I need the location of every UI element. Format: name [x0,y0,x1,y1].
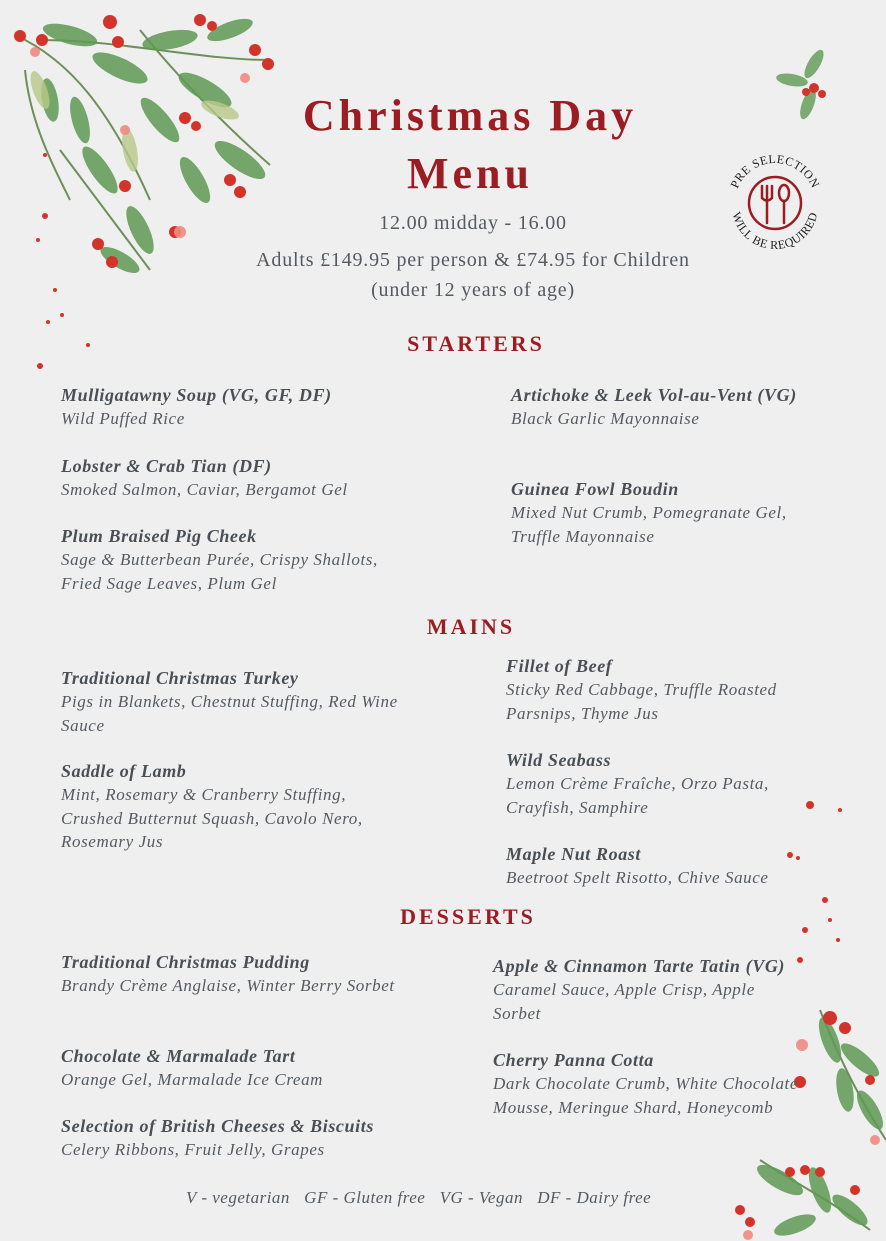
main-item-seabass [506,749,826,819]
dish-description: Sticky Red Cabbage, Truffle Roasted Parsnips, Thyme Jus [506,680,777,723]
dish-description: Smoked Salmon, Caviar, Bergamot Gel [61,480,348,499]
dish-name: Wild Seabass [506,750,612,770]
dessert-item-chocolate-tart [61,1045,441,1092]
stamp-top-text: PRE SELECTION [727,151,823,191]
service-time: 12.00 midday - 16.00 [379,212,567,234]
price-info: Adults £149.95 per person & £74.95 for Children [256,249,690,271]
dish-description: Sage & Butterbean Purée, Crispy Shallots, Fried Sage Leaves, Plum Gel [61,550,378,593]
dish-description: Mint, Rosemary & Cranberry Stuffing, Crushed Butternut Squash, Cavolo Nero, Rosemary Jus [61,785,363,851]
dish-description: Celery Ribbons, Fruit Jelly, Grapes [61,1140,325,1159]
dish-description: Black Garlic Mayonnaise [511,409,700,428]
dish-name: Traditional Christmas Turkey [61,668,299,688]
dish-name: Lobster & Crab Tian (DF) [61,456,272,476]
dish-description: Dark Chocolate Crumb, White Chocolate Mousse, Meringue Shard, Honeycomb [493,1074,799,1117]
menu-title-line2: Menu [407,149,533,198]
dish-name: Guinea Fowl Boudin [511,479,679,499]
dish-description: Beetroot Spelt Risotto, Chive Sauce [506,868,769,887]
dish-name: Mulligatawny Soup (VG, GF, DF) [61,385,332,405]
dessert-item-tarte-tatin [493,955,803,1025]
dish-description: Brandy Crème Anglaise, Winter Berry Sorbet [61,976,395,995]
dish-description: Pigs in Blankets, Chestnut Stuffing, Red Wine Sauce [61,692,398,735]
stamp-bottom-text: WILL BE REQUIRED [729,210,821,253]
dish-name: Saddle of Lamb [61,761,187,781]
dish-name: Traditional Christmas Pudding [61,952,310,972]
dish-name: Artichoke & Leek Vol-au-Vent (VG) [511,385,797,405]
dish-name: Plum Braised Pig Cheek [61,526,257,546]
dessert-item-cheeses [61,1115,461,1162]
pre-selection-stamp [720,148,830,258]
starters-heading: STARTERS [407,331,545,356]
desserts-heading: DESSERTS [400,904,536,929]
starter-item-vol-au-vent [511,384,811,431]
dessert-item-panna-cotta [493,1049,843,1119]
main-item-turkey [61,667,411,737]
main-item-lamb [61,760,401,854]
dish-name: Chocolate & Marmalade Tart [61,1046,296,1066]
starter-item-lobster-crab [61,455,461,502]
starter-item-mulligatawny [61,384,461,431]
main-item-beef [506,655,836,725]
dish-name: Maple Nut Roast [506,844,642,864]
starter-item-guinea-fowl [511,478,841,548]
dessert-item-christmas-pudding [61,951,401,998]
dish-name: Fillet of Beef [506,656,613,676]
starter-item-pig-cheek [61,525,401,595]
dish-name: Cherry Panna Cotta [493,1050,654,1070]
fork-spoon-icon [762,185,789,223]
dish-description: Wild Puffed Rice [61,409,185,428]
menu-title-line1: Christmas Day [302,91,638,140]
svg-text:PRE SELECTION [727,152,822,190]
dietary-legend: V - vegetarian GF - Gluten free VG - Vegan DF - Dairy free [186,1188,652,1207]
dish-name: Selection of British Cheeses & Biscuits [61,1116,374,1136]
dish-description: Orange Gel, Marmalade Ice Cream [61,1070,324,1089]
dish-description: Lemon Crème Fraîche, Orzo Pasta, Crayfish, Samphire [506,774,769,817]
main-item-nut-roast [506,843,866,890]
svg-text:WILL BE REQUIRED [729,210,820,252]
mains-heading: MAINS [426,614,516,639]
age-note: (under 12 years of age) [371,279,575,301]
dish-description: Caramel Sauce, Apple Crisp, Apple Sorbet [493,980,755,1023]
dish-description: Mixed Nut Crumb, Pomegranate Gel, Truffle Mayonnaise [511,503,787,546]
dish-name: Apple & Cinnamon Tarte Tatin (VG) [493,956,786,976]
